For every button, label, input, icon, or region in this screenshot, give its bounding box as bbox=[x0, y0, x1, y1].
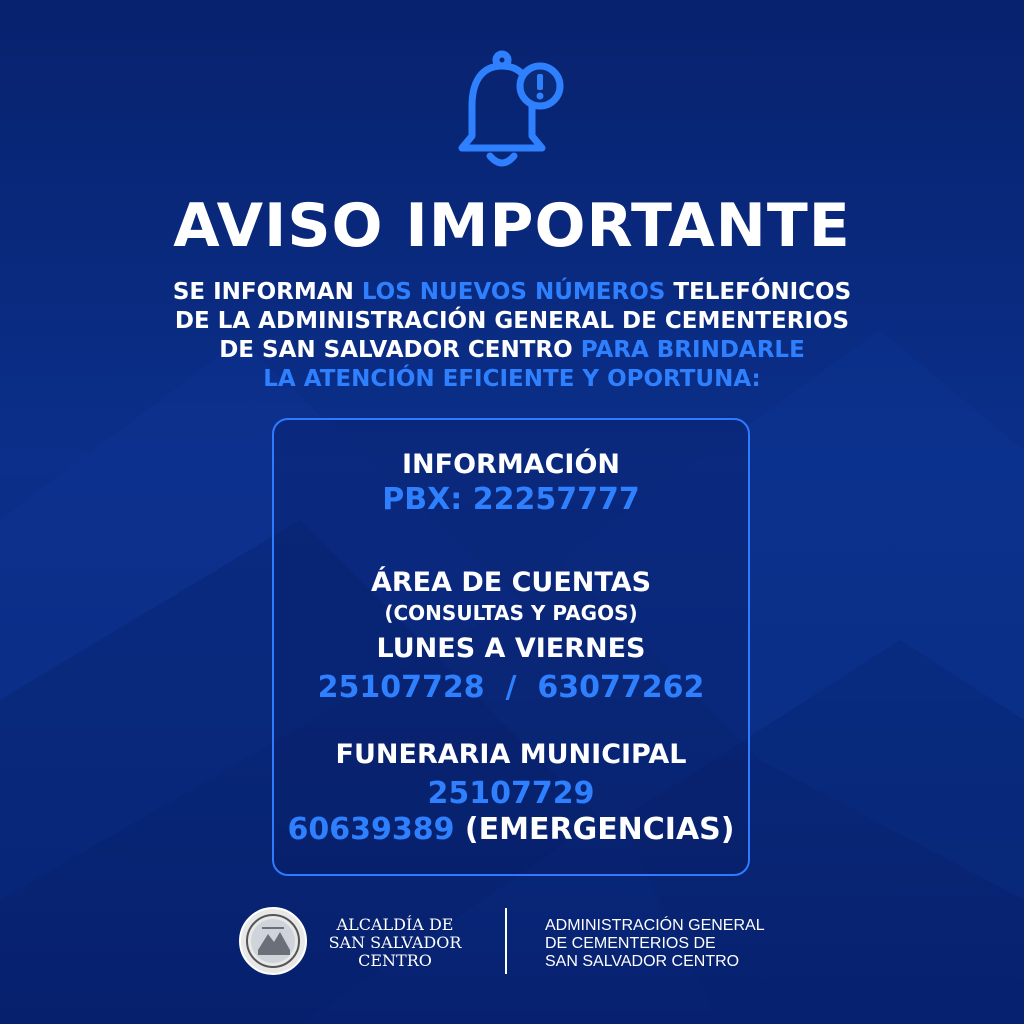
admin-line-2: DE CEMENTERIOS DE bbox=[545, 935, 716, 952]
municipal-seal-icon bbox=[238, 906, 308, 976]
intro-line-1 bbox=[100, 278, 924, 307]
footer-divider bbox=[505, 908, 507, 974]
informacion-label: INFORMACIÓN bbox=[401, 449, 620, 480]
intro-line-1-highlight: LOS NUEVOS NÚMEROS bbox=[361, 279, 666, 305]
cuentas-label: ÁREA DE CUENTAS bbox=[370, 567, 652, 598]
intro-line-4: LA ATENCIÓN EFICIENTE Y OPORTUNA: bbox=[263, 366, 761, 392]
emergencias-note: (EMERGENCIAS) bbox=[454, 812, 735, 847]
intro-line-1-c: TELEFÓNICOS bbox=[665, 279, 852, 305]
alcaldia-line-1: ALCALDÍA DE bbox=[336, 915, 454, 934]
funeraria-phone-2[interactable]: 60639389 bbox=[287, 812, 455, 847]
bell-alert-icon bbox=[452, 48, 572, 173]
contact-card bbox=[272, 418, 750, 876]
intro-line-2: DE LA ADMINISTRACIÓN GENERAL DE CEMENTERIOS bbox=[174, 308, 850, 334]
admin-line-1: ADMINISTRACIÓN GENERAL bbox=[545, 917, 765, 934]
cuentas-phones[interactable]: 25107728 / 63077262 bbox=[317, 670, 705, 705]
informacion-section bbox=[274, 448, 748, 518]
admin-name bbox=[545, 917, 815, 971]
intro-line-3-a: DE SAN SALVADOR CENTRO bbox=[219, 337, 581, 363]
funeraria-phone-2-row bbox=[274, 812, 748, 848]
alcaldia-line-2: SAN SALVADOR bbox=[328, 933, 462, 952]
cuentas-sublabel: (CONSULTAS Y PAGOS) bbox=[384, 601, 638, 625]
cuentas-section bbox=[274, 566, 748, 706]
page-title: AVISO IMPORTANTE bbox=[173, 191, 851, 261]
funeraria-phone-1[interactable]: 25107729 bbox=[427, 776, 595, 811]
intro-line-1-a: SE INFORMAN bbox=[172, 279, 362, 305]
cuentas-schedule: LUNES A VIERNES bbox=[376, 633, 646, 664]
pbx-phone[interactable]: PBX: 22257777 bbox=[382, 482, 640, 517]
admin-line-3: SAN SALVADOR CENTRO bbox=[545, 953, 740, 970]
alcaldia-line-3: CENTRO bbox=[358, 951, 432, 970]
intro-line-3 bbox=[100, 336, 924, 365]
funeraria-label: FUNERARIA MUNICIPAL bbox=[335, 739, 687, 770]
intro-text bbox=[100, 278, 924, 394]
alcaldia-name bbox=[310, 916, 480, 970]
funeraria-section bbox=[274, 738, 748, 848]
intro-line-3-highlight: PARA BRINDARLE bbox=[580, 337, 805, 363]
